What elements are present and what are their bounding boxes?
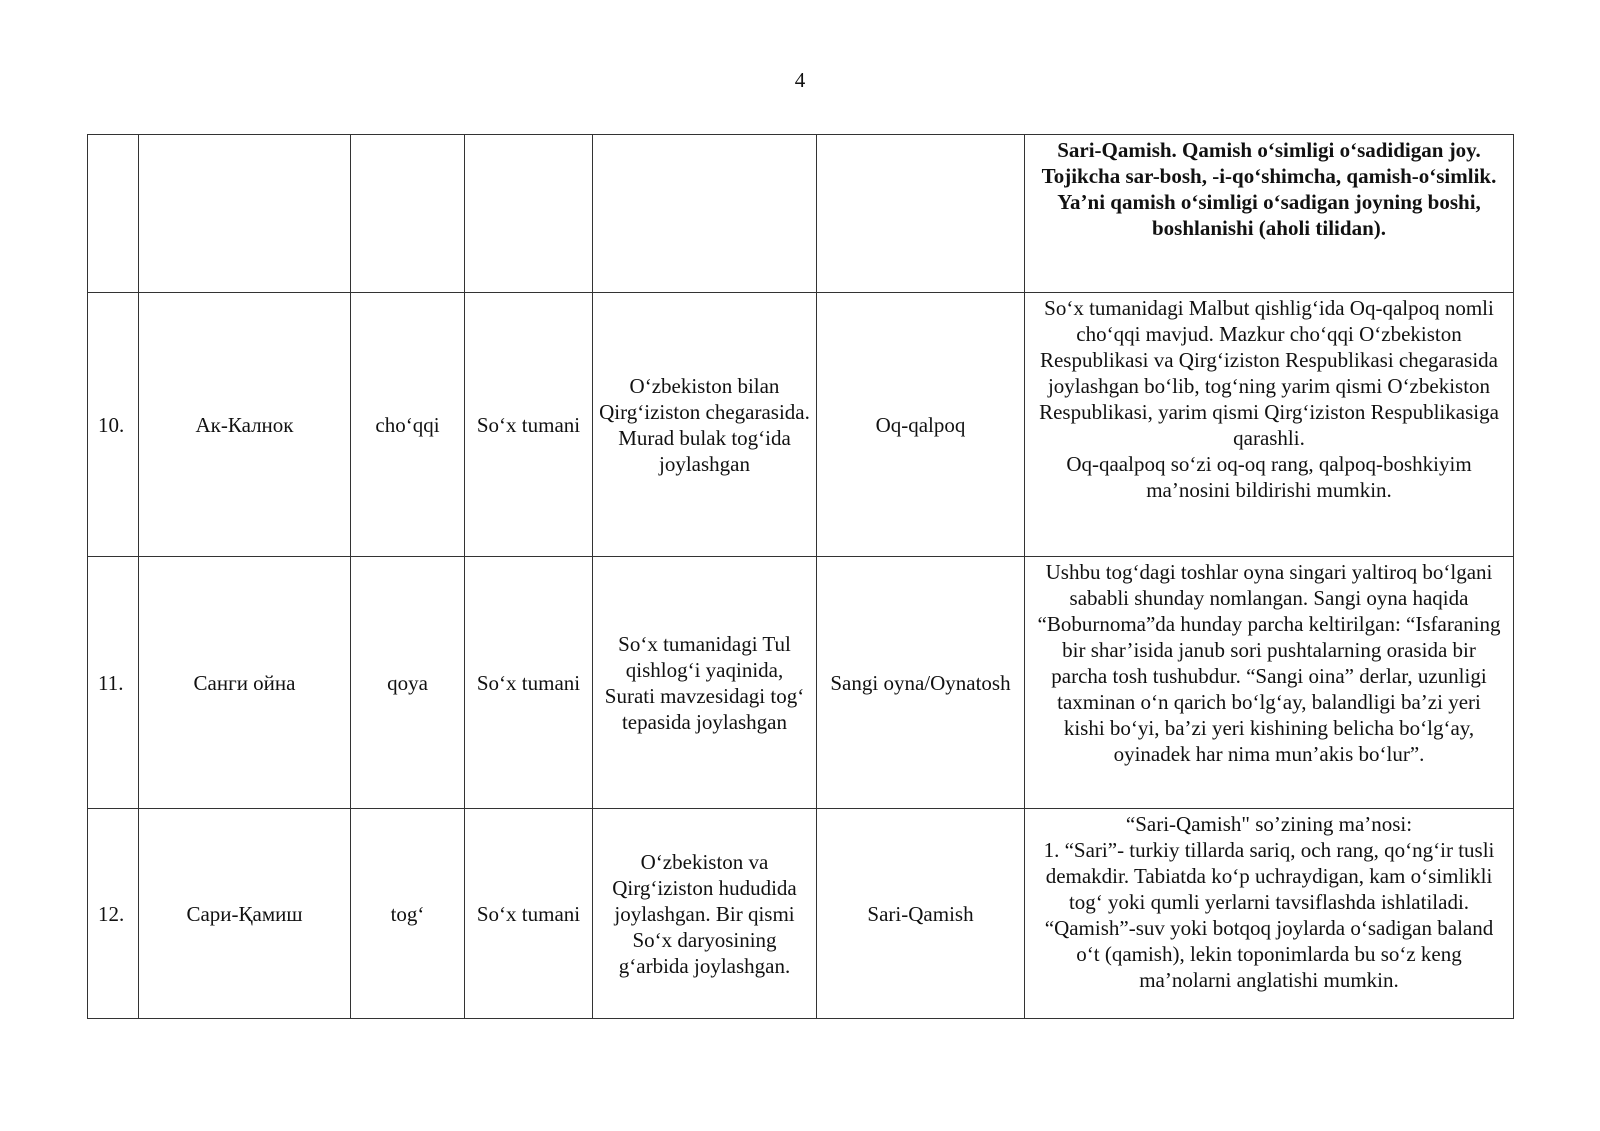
description-text: Sari-Qamish. Qamish o‘simligi o‘sadidigan joy. Tojikcha sar-bosh, -i-qo‘shimcha, qamish-o‘simlik. Ya’ni qamish o‘simligi o‘sadigan joyning boshi, boshlanishi (aholi tilidan).	[1041, 138, 1497, 240]
row-number-cell	[88, 135, 139, 293]
description-cell	[1025, 293, 1514, 557]
transliteration-cell: Sari-Qamish	[817, 809, 1025, 1019]
table-row	[88, 135, 1514, 293]
toponym-name-cell	[139, 135, 351, 293]
toponym-name-cell: Ак-Калнок	[139, 293, 351, 557]
row-number-cell: 12.	[88, 809, 139, 1019]
district-cell	[465, 135, 593, 293]
object-type-cell: qoya	[351, 557, 465, 809]
object-type-cell	[351, 135, 465, 293]
description-title: “Sari-Qamish" so’zining ma’nosi:	[1125, 812, 1413, 836]
object-type-cell: cho‘qqi	[351, 293, 465, 557]
row-number-cell: 10.	[88, 293, 139, 557]
transliteration-cell: Oq-qalpoq	[817, 293, 1025, 557]
description-cell	[1025, 135, 1514, 293]
row-number-cell: 11.	[88, 557, 139, 809]
page-number: 4	[794, 68, 806, 92]
location-cell: O‘zbekiston va Qirg‘iziston hududida joylashgan. Bir qismi So‘x daryosining g‘arbida joylashgan.	[593, 809, 817, 1019]
location-cell: So‘x tumanidagi Tul qishlog‘i yaqinida, Surati mavzesidagi tog‘ tepasida joylashgan	[593, 557, 817, 809]
toponym-table	[87, 134, 1514, 1019]
toponym-name-cell: Санги ойна	[139, 557, 351, 809]
description-text-2: Oq-qaalpoq so‘zi oq-oq rang, qalpoq-boshkiyim ma’nosini bildirishi mumkin.	[1066, 452, 1472, 502]
transliteration-cell	[817, 135, 1025, 293]
table-row	[88, 557, 1514, 809]
table-row	[88, 293, 1514, 557]
description-cell	[1025, 809, 1514, 1019]
location-cell: O‘zbekiston bilan Qirg‘iziston chegarasida. Murad bulak tog‘ida joylashgan	[593, 293, 817, 557]
toponym-name-cell: Сари-Қамиш	[139, 809, 351, 1019]
description-text: Ushbu tog‘dagi toshlar oyna singari yaltiroq bo‘lgani sababli shunday nomlangan. Sangi oyna haqida “Boburnoma”da hunday parcha keltirilgan: “Isfaraning bir shar’isida janub sori pushtalarning orasida bir parcha tosh tushubdur. “Sangi oina” derlar, uzunligi taxminan o‘n qarich bo‘lg‘ay, balandligi ba’zi yeri kishi bo‘yi, ba’zi yeri kishining belicha bo‘lg‘ay, oyinadek har nima mun’akis bo‘lur”.	[1037, 560, 1501, 766]
description-text: 1. “Sari”- turkiy tillarda sariq, och rang, qo‘ng‘ir tusli demakdir. Tabiatda ko‘p uchraydigan, kam o‘simlikli tog‘ yoki qumli yerlarni tavsiflashda ishlatiladi. “Qamish”-suv yoki botqoq joylarda o‘sadigan baland o‘t (qamish), lekin toponimlarda bu so‘z keng ma’nolarni anglatishi mumkin.	[1043, 838, 1495, 992]
district-cell: So‘x tumani	[465, 557, 593, 809]
object-type-cell: tog‘	[351, 809, 465, 1019]
transliteration-cell: Sangi oyna/Oynatosh	[817, 557, 1025, 809]
district-cell: So‘x tumani	[465, 293, 593, 557]
description-text: So‘x tumanidagi Malbut qishlig‘ida Oq-qalpoq nomli cho‘qqi mavjud. Mazkur cho‘qqi O‘zbekiston Respublikasi va Qirg‘iziston Respublikasi chegarasida joylashgan bo‘lib, tog‘ning yarim qismi O‘zbekiston Respublikasi, yarim qismi Qirg‘iziston Respublikasiga qarashli.	[1039, 296, 1499, 450]
location-cell	[593, 135, 817, 293]
table-row	[88, 809, 1514, 1019]
district-cell: So‘x tumani	[465, 809, 593, 1019]
description-cell	[1025, 557, 1514, 809]
